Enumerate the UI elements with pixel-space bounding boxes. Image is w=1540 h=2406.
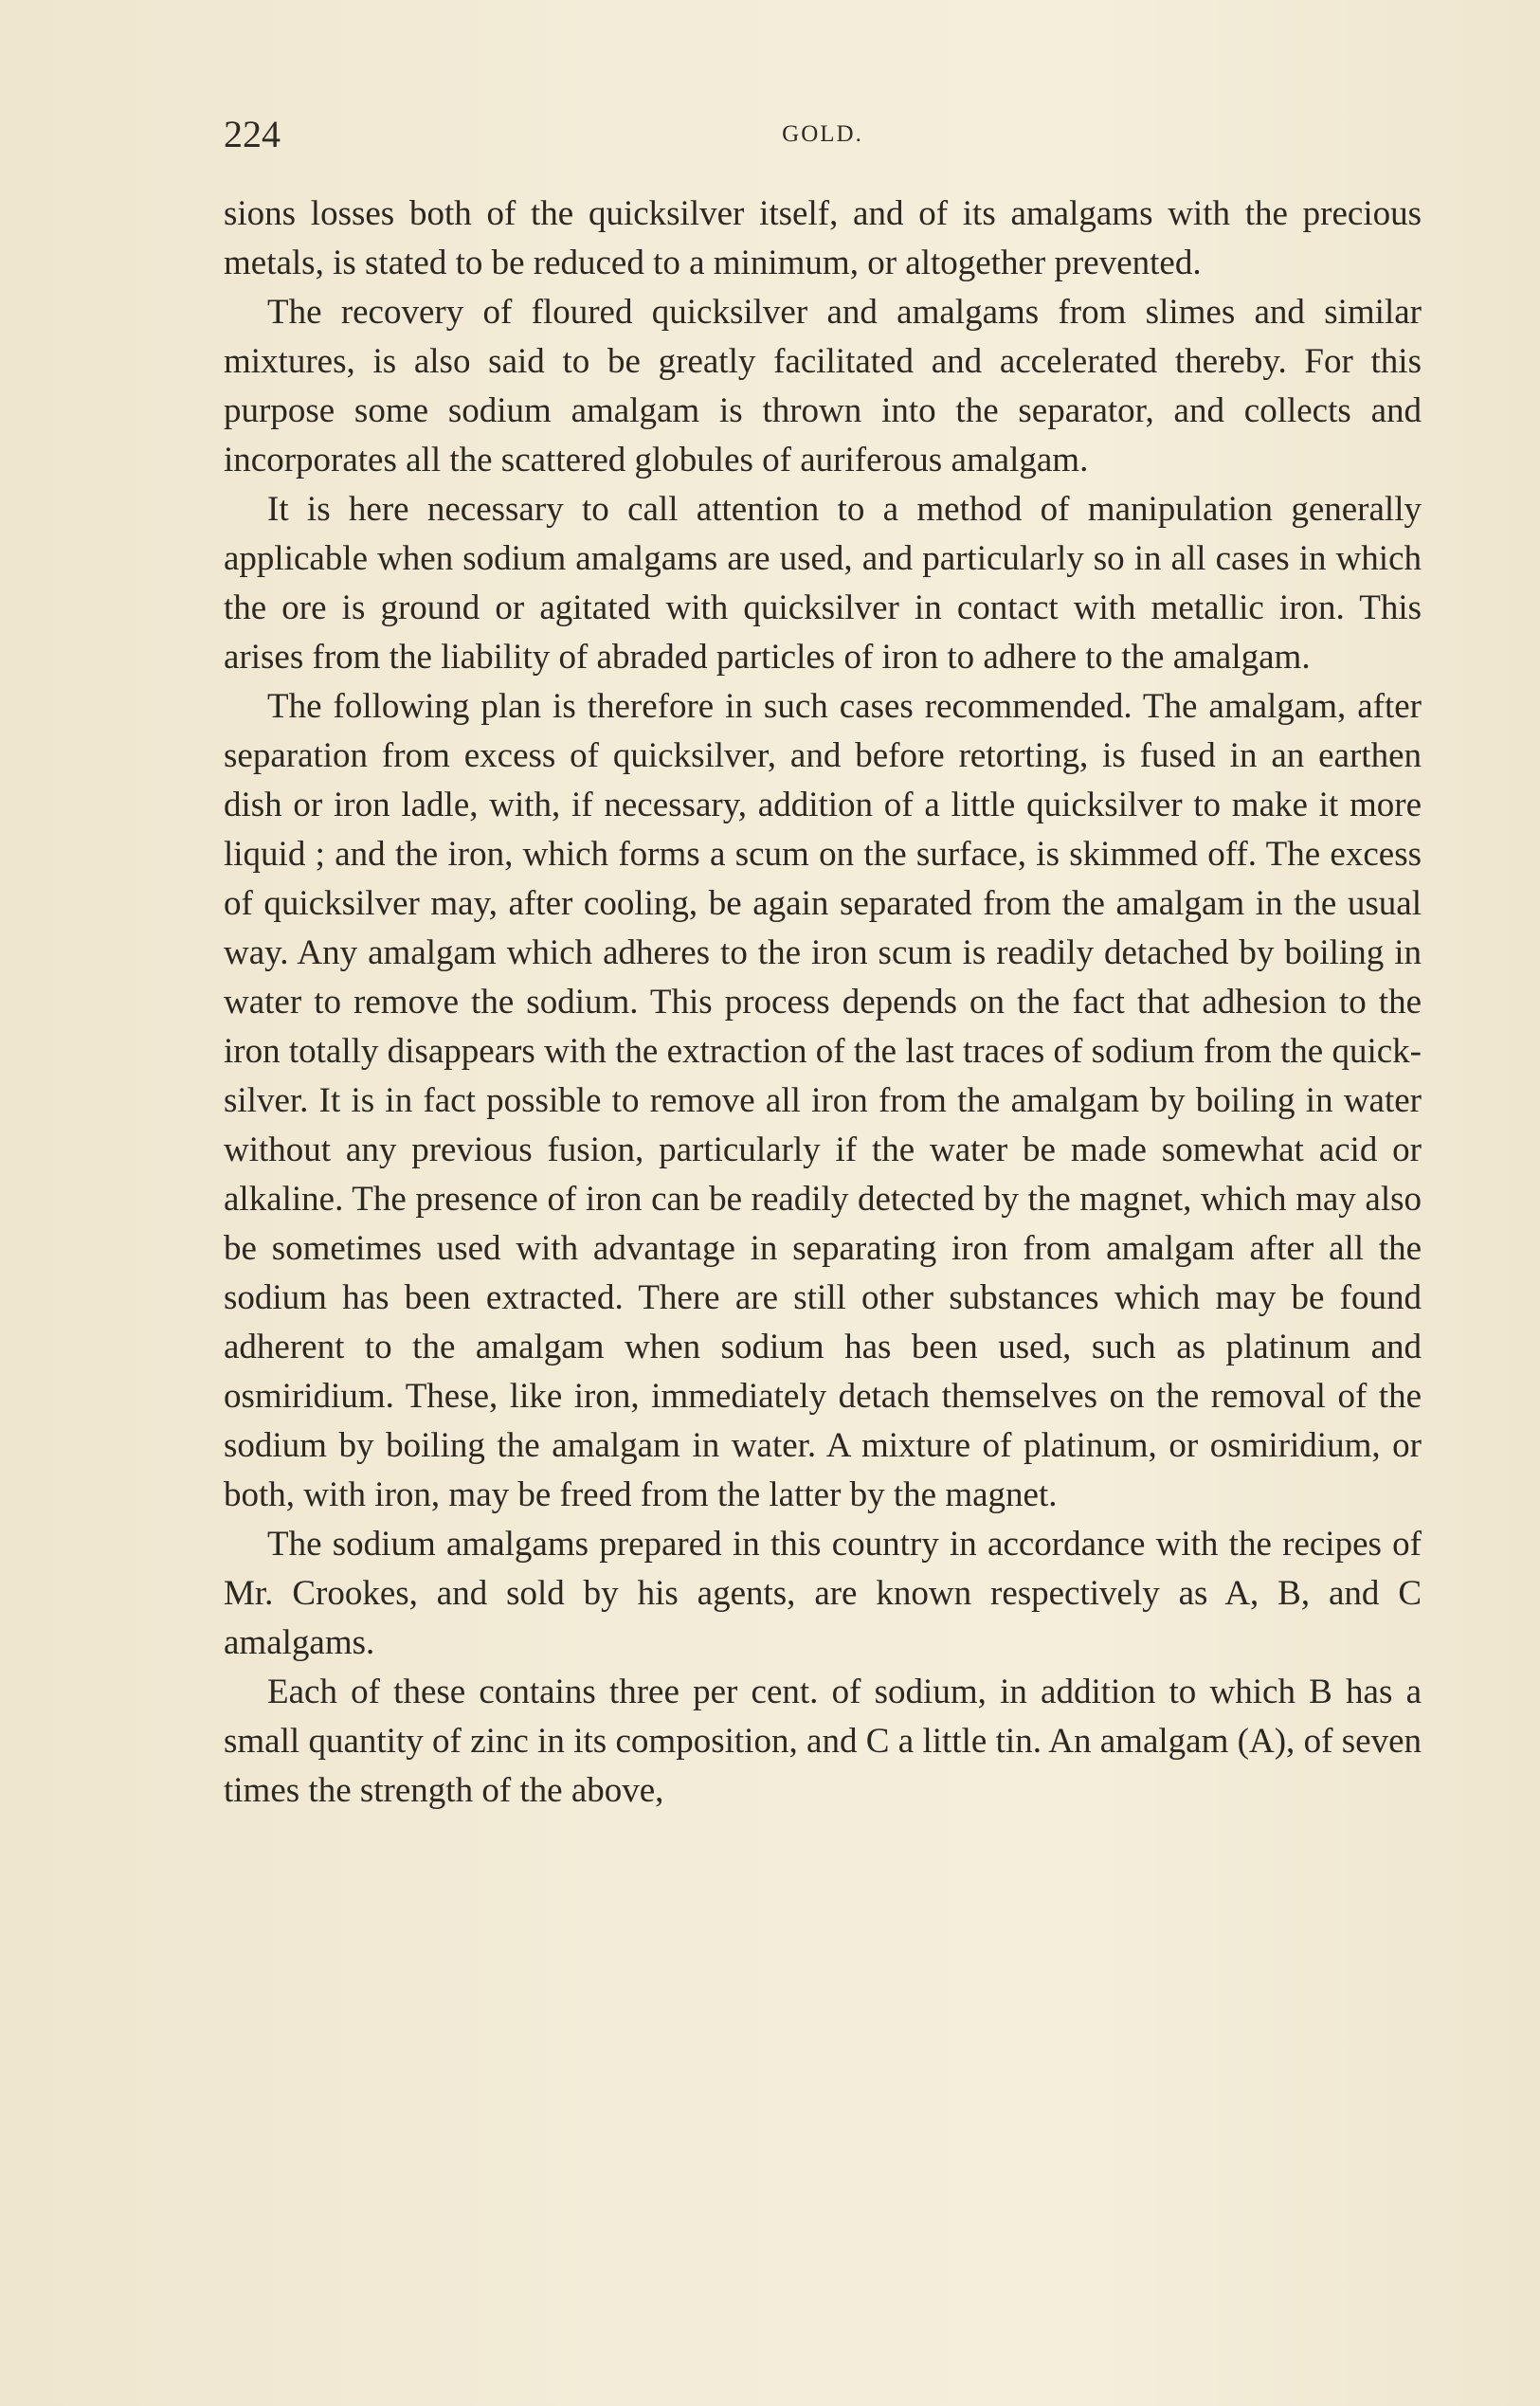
paragraph-manipulation-method: It is here necessary to call attention to a method of manipulation generally applicable when sodium amalgams are used, and particularly so in all cases in which the ore is ground or agitated with quicksilver in contact with metallic iron. This arises from the liability of abraded particles of iron to adhere to the amalgam. [224,490,1422,677]
paragraph-following-plan: The following plan is therefore in such cases recommended. The amalgam, after separation from excess of quicksilver, and before retorting, is fused in an earthen dish or iron ladle, with, if necessary, addition of a little quicksilver to make it more liquid ; and the iron, which forms a scum on the surface, is skimmed off. The excess of quicksilver may, after cooling, be again separated from the amalgam in the usual way. Any amalgam which adheres to the iron scum is readily detached by boiling in water to remove the sodium. This process depends on the fact that adhesion to the iron totally disappears with the extraction of the last traces of sodium from the quicksilver. It is in fact possible to remove all iron from the amalgam by boiling in water without any previous fusion, particularly if the water be made somewhat acid or alkaline. The presence of iron can be readily detected by the magnet, which may also be sometimes used with advantage in separating iron from amalgam after all the sodium has been extracted. There are still other substances which may be found adherent to the amalgam when sodium has been used, such as platinum and osmiridium. These, like iron, immediately detach themselves on the removal of the sodium by boiling the amalgam in water. A mixture of platinum, or osmiridium, or both, with iron, may be freed from the latter by the magnet. [224,687,1422,1514]
paragraph-crookes-amalgams: The sodium amalgams prepared in this country in accordance with the recipes of Mr. Crookes, and sold by his agents, are known respectively as A, B, and C amalgams. [224,1525,1422,1662]
page-number: 224 [224,113,281,155]
paragraph-amalgam-composition: Each of these contains three per cent. of sodium, in addition to which B has a small quantity of zinc in its composition, and C a little tin. An amalgam (A), of seven times the strength of the above, [224,1673,1422,1810]
page-header [224,112,1422,169]
body-text [224,190,1422,1816]
paragraph-continuation: sions losses both of the quicksilver itself, and of its amalgams with the precious metals, is stated to be reduced to a minimum, or altogether prevented. [224,194,1422,282]
running-head: GOLD. [782,121,863,147]
paragraph-floured-quicksilver: The recovery of floured quicksilver and amalgams from slimes and similar mixtures, is also said to be greatly facilitated and accelerated thereby. For this purpose some sodium amalgam is thrown into the separator, and collects and incorporates all the scattered globules of auriferous amalgam. [224,293,1422,479]
